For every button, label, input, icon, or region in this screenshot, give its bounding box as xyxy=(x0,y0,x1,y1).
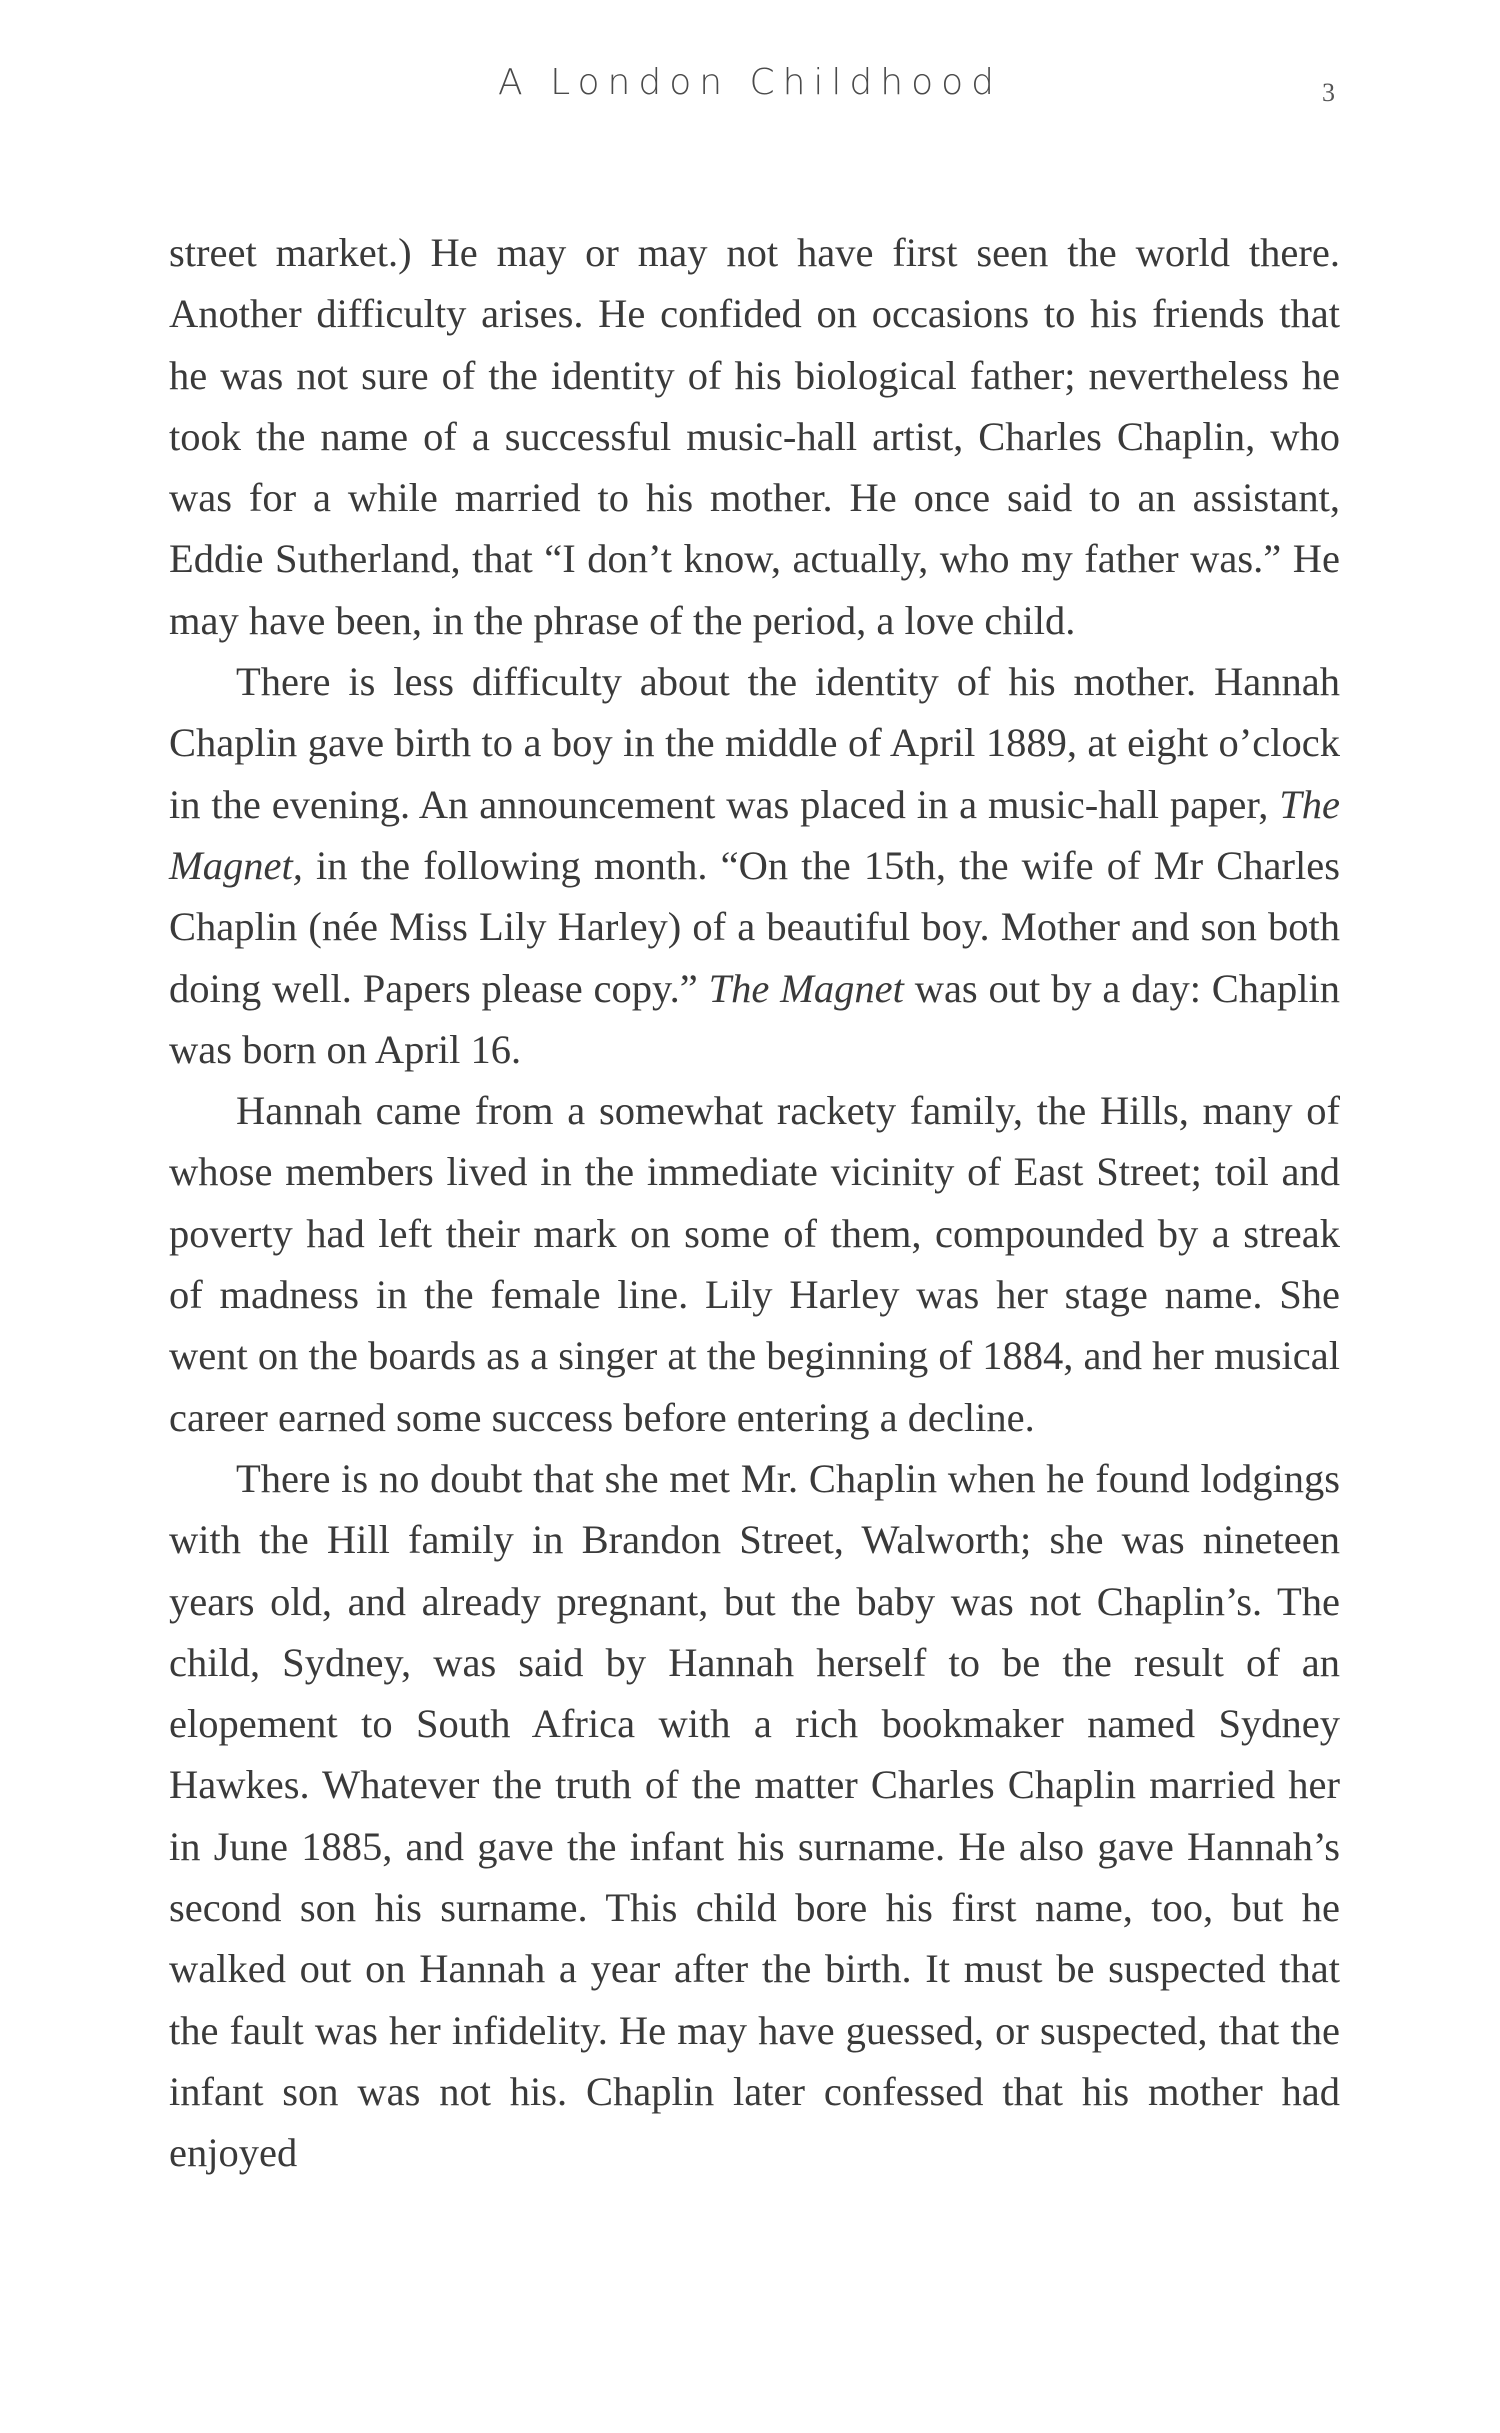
paragraph-2 xyxy=(169,651,1340,1080)
page-number: 3 xyxy=(1322,78,1335,107)
paragraph-3: Hannah came from a somewhat rackety family, the Hills, many of whose members lived in the immediate vicinity of East Street; toil and poverty had left their mark on some of them, compounded by a streak of madness in the female line. Lily Harley was her stage name. She went on the boards as a singer at the beginning of 1884, and her musical career earned some success before entering a decline. xyxy=(169,1088,1340,1440)
paragraph-2-text-c: was out by a day: Chaplin was born on April 16. xyxy=(169,965,1341,1072)
magnet-title-italic: The Magnet, xyxy=(169,781,1340,888)
paragraph-4: There is no doubt that she met Mr. Chaplin when he found lodgings with the Hill family in Brandon Street, Walworth; she was nineteen years old, and already pregnant, but the baby was not Chaplin’s. The child, Sydney, was said by Hannah herself to be the result of an elopement to South Africa with a rich bookmaker named Sydney Hawkes. Whatever the truth of the matter Charles Chaplin married her in June 1885, and gave the infant his surname. He also gave Hannah’s second son his surname. This child bore his first name, too, but he walked out on Hannah a year after the birth. It must be suspected that the fault was her infidelity. He may have guessed, or suspected, that the infant son was not his. Chaplin later confessed that his mother had enjoyed xyxy=(169,1455,1340,2176)
paragraph-2-text-b: in the following month. “On the 15th, the wife of Mr Charles Chaplin (née Miss Lily Harley) of a beautiful boy. Mother and son both doing well. Papers please copy.” xyxy=(169,842,1340,1011)
paragraph-2-text-a: There is less difficulty about the identity of his mother. Hannah Chaplin gave birth to a boy in the middle of April 1889, at eight o’clock in the evening. An announcement was placed in a music-hall paper, xyxy=(169,659,1340,827)
running-title: A London Childhood xyxy=(498,62,1002,103)
paragraph-1: street market.) He may or may not have first seen the world there. Another difficulty arises. He confided on occasions to his friends that he was not sure of the identity of his biological father; nevertheless he took the name of a successful music-hall artist, Charles Chaplin, who was for a while married to his mother. He once said to an assistant, Eddie Sutherland, that “I don’t know, actually, who my father was.” He may have been, in the phrase of the period, a love child. xyxy=(169,230,1340,643)
body-text xyxy=(169,222,1340,2184)
running-head xyxy=(0,62,1500,122)
magnet-title-italic-2: The Magnet xyxy=(708,965,904,1011)
